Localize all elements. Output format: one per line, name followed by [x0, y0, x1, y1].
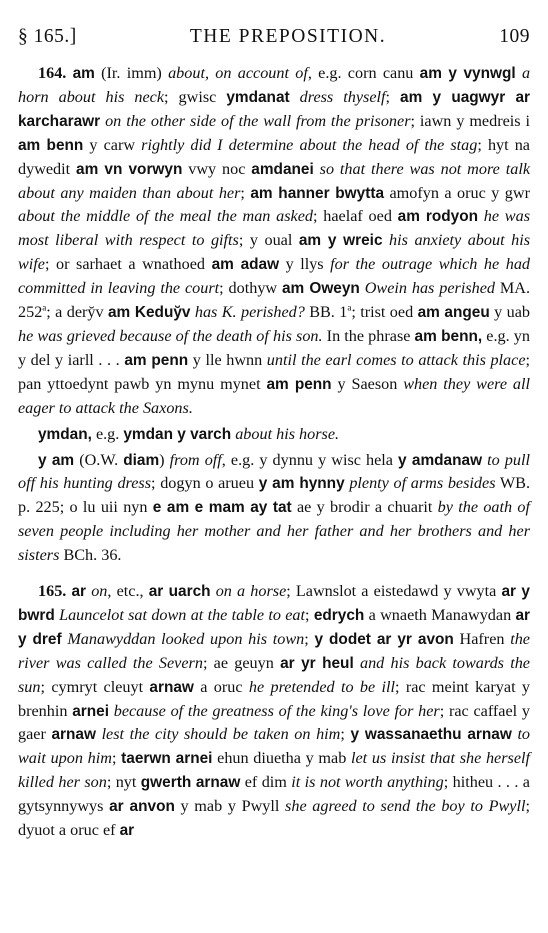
welsh-term: am hanner bwytta: [250, 184, 385, 202]
welsh-term: ar: [71, 583, 87, 601]
english-gloss: about, on account of: [168, 64, 308, 82]
welsh-term: arnaw: [51, 726, 96, 744]
paragraph-164-am: [18, 62, 530, 421]
text-run: ;: [111, 749, 122, 768]
text-run: e.g.: [91, 424, 124, 443]
text-run: ; haelaf oed: [313, 207, 398, 226]
english-gloss: so that there was not more talk about any maiden than about her: [18, 159, 531, 202]
superscript: a: [347, 302, 352, 313]
paragraph-ymdan: [18, 423, 530, 447]
text-run: , etc.,: [107, 582, 149, 601]
welsh-term: y wassanaethu arnaw: [350, 726, 512, 744]
paragraph-165-ar: [18, 580, 530, 843]
english-gloss: dress thyself: [299, 87, 386, 106]
text-run: WB. p. 225; o lu uii nyn: [18, 474, 530, 517]
english-gloss: from off: [169, 450, 222, 469]
text-run: [290, 88, 300, 106]
welsh-term: y am: [38, 451, 75, 469]
english-gloss: Launcelot sat down at the table to eat: [59, 605, 306, 624]
text-run: ; cymryt cleuyt: [40, 677, 150, 696]
english-gloss: a horn about his neck: [18, 64, 531, 106]
text-run: ae y brodir a chuarit: [291, 498, 438, 517]
text-run: ; rac meint karyat y brenhin: [18, 677, 531, 720]
text-run: y llys: [279, 255, 331, 274]
english-gloss: he was grieved because of the death of his son.: [18, 326, 323, 345]
text-run: ;: [385, 87, 401, 106]
english-gloss: has K. perished?: [194, 303, 305, 322]
english-gloss: plenty of arms besides: [349, 474, 496, 493]
text-run: ; dothyw: [219, 279, 282, 298]
text-run: ; Lawnslot a eistedawd y vwyta: [286, 582, 502, 601]
english-gloss: rightly did I determine about the head of the stag: [141, 135, 478, 154]
english-gloss: about the middle of the meal the man asked: [18, 207, 314, 226]
page-number: 109: [499, 26, 530, 47]
section-number: 165.: [38, 582, 67, 601]
english-gloss: when they were all eager to attack the Saxons.: [18, 374, 530, 417]
english-gloss: about his horse.: [235, 424, 340, 443]
text-run: ;: [304, 629, 315, 648]
text-run: y carw: [83, 135, 142, 154]
english-gloss: until the earl comes to attack this place: [266, 350, 526, 369]
welsh-term: am y uagwyr ar karcharawr: [18, 88, 530, 130]
english-gloss: the river was called the Severn: [18, 629, 530, 672]
english-gloss: Owein has perished: [364, 279, 495, 298]
welsh-term: am penn: [124, 351, 189, 369]
text-run: BCh. 36.: [59, 546, 122, 565]
text-run: Hafren: [453, 629, 511, 648]
text-run: MA. 252: [18, 279, 531, 322]
text-run: ; dogyn o arueu: [151, 474, 259, 493]
welsh-term: arnaw: [149, 678, 194, 696]
welsh-term: y amdanaw: [398, 451, 483, 469]
english-gloss: he was most liberal with respect to gifts: [18, 207, 530, 250]
welsh-term: ymdanat: [226, 88, 290, 106]
text-run: y mab y Pwyll: [174, 797, 286, 816]
welsh-term: ar anvon: [109, 798, 175, 816]
text-run: ; gwisc: [164, 87, 227, 106]
welsh-term: ar y bwrd: [18, 583, 530, 624]
english-gloss: she agreed to send the boy to Pwyll: [285, 797, 526, 816]
text-run: e.g. yn y del y iarll . . .: [18, 326, 530, 369]
welsh-term: ymdan y varch: [123, 425, 232, 443]
text-run: ; rac caffael y gaer: [18, 701, 530, 744]
welsh-term: am y vynwgl: [419, 65, 516, 82]
text-run: amofyn a oruc y gwr: [384, 183, 530, 202]
text-run: y Saeson: [331, 374, 404, 393]
text-run: y lle hwnn: [188, 350, 267, 369]
welsh-term: diam: [123, 451, 160, 469]
text-run: a wnaeth Manawydan: [364, 605, 516, 624]
welsh-term: ar y dref: [18, 606, 531, 648]
english-gloss: lest the city should be taken on him: [101, 725, 341, 744]
welsh-term: am benn: [18, 136, 84, 154]
chapter-title: THE PREPOSITION.: [189, 26, 387, 47]
english-gloss: he pretended to be ill: [248, 677, 395, 696]
english-gloss: on: [91, 582, 108, 601]
english-gloss: because of the greatness of the king's love for her: [113, 701, 440, 720]
superscript: a: [42, 302, 47, 313]
welsh-term: ar yr heul: [280, 654, 354, 672]
welsh-term: y am hynny: [258, 475, 345, 493]
text-run: ; dyuot a oruc ef: [18, 797, 530, 840]
welsh-term: am adaw: [211, 256, 280, 274]
welsh-term: taerwn arnei: [121, 750, 213, 768]
text-run: ; y oual: [238, 231, 299, 250]
welsh-term: am rodyon: [397, 208, 479, 226]
text-run: y uab: [489, 303, 530, 322]
running-head: [18, 26, 530, 48]
welsh-term: arnei: [72, 702, 109, 720]
welsh-term: gwerth arnaw: [140, 774, 241, 792]
text-run: (O.W.: [74, 450, 124, 469]
text-run: ; hitheu . . . a gytsynnywys: [18, 773, 530, 816]
text-run: ; or sarhaet a wnathoed: [44, 255, 212, 274]
text-run: vwy noc: [182, 159, 252, 178]
section-marker: § 165.]: [18, 26, 77, 47]
welsh-term: am Oweyn: [282, 280, 360, 298]
english-gloss: Manawyddan looked upon his town: [67, 629, 305, 648]
text-run: ef dim: [240, 773, 292, 792]
welsh-term: e am e mam ay tat: [152, 499, 292, 517]
english-gloss: it is not worth anything: [291, 773, 444, 792]
english-gloss: for the outrage which he had committed in leaving the court: [18, 255, 531, 298]
welsh-term: am penn: [266, 375, 332, 393]
english-gloss: let us insist that she herself killed her son: [18, 749, 531, 792]
welsh-term: ar: [119, 822, 135, 840]
welsh-term: ar uarch: [148, 583, 211, 601]
welsh-term: am angeu: [417, 304, 490, 322]
text-run: ehun diuetha y mab: [212, 749, 351, 768]
text-run: , e.g. y dynnu y wisc hela: [221, 450, 399, 469]
text-run: BB. 1: [304, 303, 348, 322]
text-run: ;: [240, 183, 251, 202]
welsh-term: amdanei: [251, 160, 314, 178]
text-run: ; a dery̆v: [46, 303, 108, 322]
welsh-term: am y wreic: [298, 232, 383, 250]
text-run: ): [159, 450, 170, 469]
text-run: ; iawn y medreis i: [410, 111, 531, 130]
english-gloss: and his back towards the sun: [18, 653, 530, 696]
text-run: ;: [340, 725, 351, 744]
welsh-term: am: [72, 65, 95, 82]
text-run: ; ae geuyn: [202, 653, 281, 672]
text-run: ;: [305, 605, 314, 624]
welsh-term: y dodet ar yr avon: [314, 630, 454, 648]
text-run: ; trist oed: [351, 303, 418, 322]
text-run: ; pan yttoedynt pawb yn mynu mynet: [18, 350, 531, 393]
welsh-term: am Keduy̆v: [108, 304, 191, 322]
welsh-term: ymdan,: [38, 425, 92, 443]
text-run: (Ir. imm): [94, 64, 169, 82]
welsh-term: edrych: [313, 606, 365, 624]
english-gloss: to pull off his hunting dress: [18, 450, 530, 493]
paragraph-y-am: [18, 449, 530, 569]
text-run: ; hyt na dywedit: [18, 135, 530, 178]
text-run: In the phrase: [322, 326, 415, 345]
english-gloss: on a horse: [215, 582, 287, 601]
english-gloss: his anxiety about his wife: [18, 231, 530, 274]
section-number: 164.: [38, 64, 67, 82]
page-body: [18, 62, 530, 843]
english-gloss: to wait upon him: [18, 725, 531, 768]
text-run: , e.g. corn canu: [307, 64, 420, 82]
welsh-term: am vn vorwyn: [76, 160, 183, 178]
welsh-term: am benn,: [414, 327, 483, 345]
english-gloss: on the other side of the wall from the prisoner: [105, 111, 411, 130]
text-run: a oruc: [193, 677, 249, 696]
text-run: ; nyt: [106, 773, 141, 792]
english-gloss: by the oath of seven people including her mother and her father and her brothers and her sisters: [18, 498, 530, 565]
